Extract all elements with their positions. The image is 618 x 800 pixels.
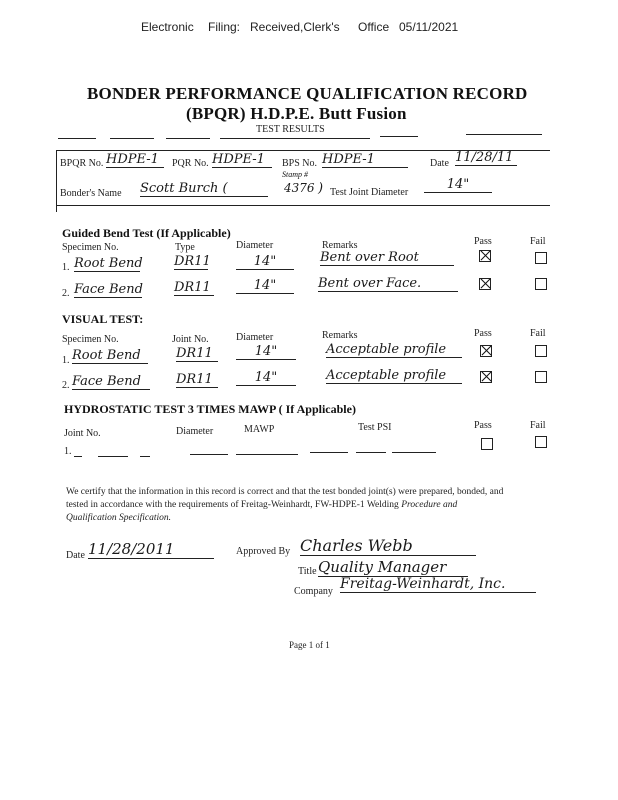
visual-col-diameter: Diameter xyxy=(236,332,274,343)
bend-row-type: DR11 xyxy=(174,254,211,269)
visual-row-pass-checkbox[interactable] xyxy=(480,371,492,383)
date-value: 11/28/11 xyxy=(455,150,517,166)
diameter-label: Test Joint Diameter xyxy=(330,187,409,198)
page-footer: Page 1 of 1 xyxy=(289,640,330,650)
bonder-label: Bonder's Name xyxy=(60,188,122,199)
bend-row-specimen: Face Bend xyxy=(74,282,143,297)
hydro-col-psi: Test PSI xyxy=(358,422,392,433)
document-title-line2: (BPQR) H.D.P.E. Butt Fusion xyxy=(186,104,407,123)
visual-row-specimen: Face Bend xyxy=(72,374,150,390)
hydro-col-joint: Joint No. xyxy=(64,428,101,439)
visual-row-joint: DR11 xyxy=(176,372,218,388)
filing-electronic: Electronic xyxy=(141,20,194,34)
filing-filing: Filing: xyxy=(208,20,241,34)
test-results-label: TEST RESULTS xyxy=(256,124,325,135)
hydro-row-num: 1. xyxy=(64,446,72,457)
approved-label: Approved By xyxy=(236,546,291,557)
diameter-value: 14" xyxy=(424,177,492,193)
bpqr-value: HDPE-1 xyxy=(106,152,164,168)
bend-col-diameter: Diameter xyxy=(236,240,274,251)
visual-col-specimen: Specimen No. xyxy=(62,334,119,345)
stamp-close: ) xyxy=(318,181,324,196)
company-label: Company xyxy=(294,586,333,597)
bps-value: HDPE-1 xyxy=(322,152,408,168)
bend-row-fail-checkbox[interactable] xyxy=(535,252,547,264)
visual-row-specimen: Root Bend xyxy=(72,348,148,364)
company-value: Freitag-Weinhardt, Inc. xyxy=(340,576,536,593)
bend-col-specimen: Specimen No. xyxy=(62,242,119,253)
visual-row-joint: DR11 xyxy=(176,346,218,362)
bend-row-remarks: Bent over Face. xyxy=(318,276,458,292)
bend-row-specimen: Root Bend xyxy=(74,256,143,271)
bpqr-label: BPQR No. xyxy=(60,158,104,169)
visual-row-diameter: 14" xyxy=(236,344,296,360)
visual-row-diameter: 14" xyxy=(236,370,296,386)
visual-row-remarks: Acceptable profile xyxy=(326,368,462,384)
hydro-col-mawp: MAWP xyxy=(244,424,275,435)
filing-date: 05/11/2021 xyxy=(399,20,459,34)
pqr-value: HDPE-1 xyxy=(212,152,272,168)
document-title-line1: BONDER PERFORMANCE QUALIFICATION RECORD xyxy=(87,84,528,103)
bend-row-pass-checkbox[interactable] xyxy=(479,278,491,290)
hydro-fail-checkbox[interactable] xyxy=(535,436,547,448)
bend-row-diameter: 14" xyxy=(236,278,294,294)
signoff-date-value: 11/28/2011 xyxy=(88,540,214,559)
visual-col-pass: Pass xyxy=(474,328,492,339)
hydro-pass-checkbox[interactable] xyxy=(481,438,493,450)
certification-text: We certify that the information in this record is correct and that the test bonded joint(s) were prepared, bonded, and tested in accordance with the requirements of Freitag-Weinhardt, FW-HDPE-1 Welding Procedure and Qualification Specification. xyxy=(66,487,504,523)
bonder-value: Scott Burch ( xyxy=(140,181,268,197)
hydro-col-fail: Fail xyxy=(530,420,546,431)
bend-row-type: DR11 xyxy=(174,280,214,296)
bend-row-fail-checkbox[interactable] xyxy=(535,278,547,290)
visual-col-fail: Fail xyxy=(530,328,546,339)
visual-row-fail-checkbox[interactable] xyxy=(535,345,547,357)
hydro-test-heading: HYDROSTATIC TEST 3 TIMES MAWP ( If Applicable) xyxy=(64,402,356,416)
visual-test-heading: VISUAL TEST: xyxy=(62,312,144,326)
bend-row-remarks: Bent over Root xyxy=(320,250,454,266)
visual-row-fail-checkbox[interactable] xyxy=(535,371,547,383)
hydro-col-pass: Pass xyxy=(474,420,492,431)
visual-col-remarks: Remarks xyxy=(322,330,358,341)
filing-office: Office xyxy=(358,20,390,34)
stamp-label: Stamp # xyxy=(282,170,308,179)
bend-col-pass: Pass xyxy=(474,236,492,247)
visual-row-pass-checkbox[interactable] xyxy=(480,345,492,357)
pqr-label: PQR No. xyxy=(172,158,209,169)
title-value: Quality Manager xyxy=(318,558,468,577)
hydro-col-diameter: Diameter xyxy=(176,426,214,437)
bend-col-remarks: Remarks xyxy=(322,240,358,251)
bend-col-type: Type xyxy=(175,242,195,253)
bend-col-fail: Fail xyxy=(530,236,546,247)
signoff-date-label: Date xyxy=(66,550,85,561)
title-label: Title xyxy=(298,566,317,577)
filing-received: Received,Clerk's xyxy=(250,20,340,34)
bend-test-heading: Guided Bend Test (If Applicable) xyxy=(62,226,231,240)
bps-label: BPS No. xyxy=(282,158,318,169)
date-label: Date xyxy=(430,158,449,169)
visual-row-remarks: Acceptable profile xyxy=(326,342,462,358)
visual-col-joint: Joint No. xyxy=(172,334,209,345)
approved-value: Charles Webb xyxy=(300,536,476,556)
bend-row-diameter: 14" xyxy=(236,254,294,270)
stamp-value: 4376 xyxy=(284,181,315,195)
bend-row-pass-checkbox[interactable] xyxy=(479,250,491,262)
